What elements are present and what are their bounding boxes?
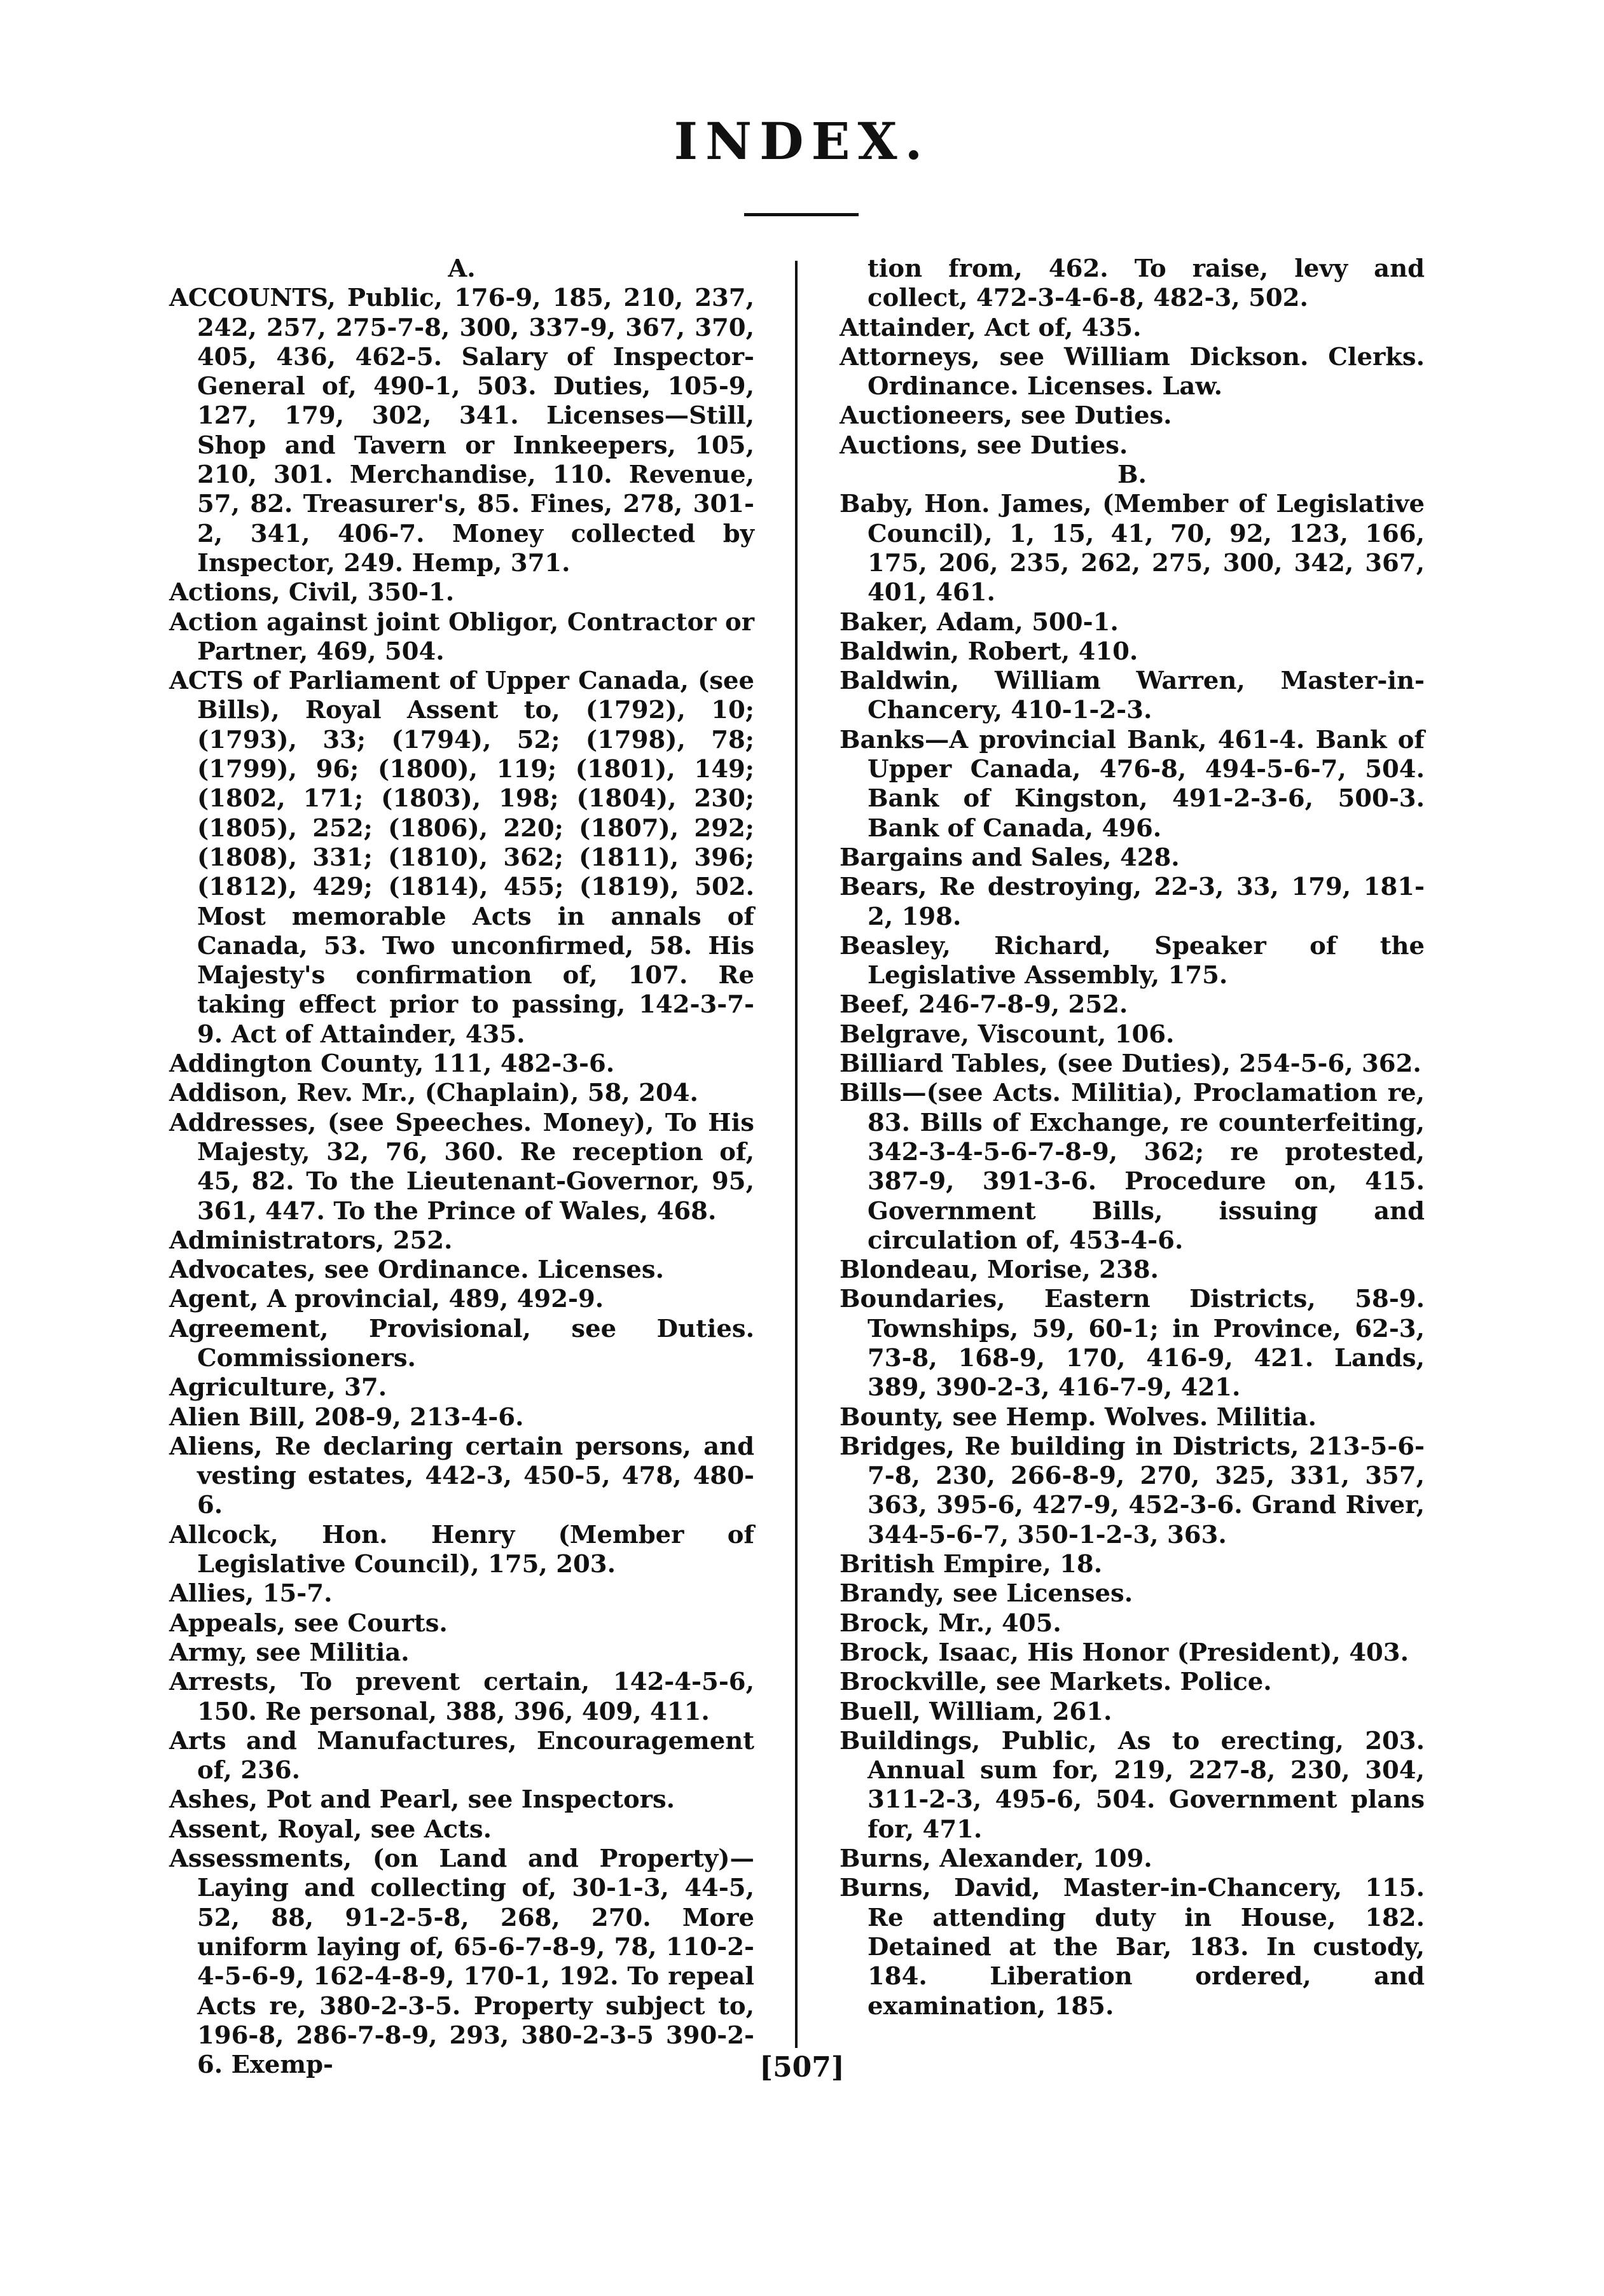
- index-entry: Auctioneers, see Duties.: [840, 401, 1172, 431]
- index-entry: Baby, Hon. James, (Member of Legislative Council), 1, 15, 41, 70, 92, 123, 166, 175, 206, 235, 262, 275, 300, 342, 367, 401, 461.: [840, 490, 1425, 607]
- continued-entry: tion from, 462. To raise, levy and collect, 472-3-4-6-8, 482-3, 502.: [868, 254, 1425, 313]
- index-entry: Banks—A provincial Bank, 461-4. Bank of Upper Canada, 476-8, 494-5-6-7, 504. Bank of Kingston, 491-2-3-6, 500-3. Bank of Canada, 496.: [840, 725, 1425, 843]
- index-entry: Agent, A provincial, 489, 492-9.: [169, 1285, 604, 1314]
- index-entry: Addresses, (see Speeches. Money), To His Majesty, 32, 76, 360. Re reception of, 45, 82. To the Lieutenant-Governor, 95, 361, 447. To the Prince of Wales, 468.: [169, 1108, 754, 1226]
- index-entry: Attainder, Act of, 435.: [840, 313, 1142, 342]
- index-entry: Beef, 246-7-8-9, 252.: [840, 990, 1128, 1020]
- index-entry: Billiard Tables, (see Duties), 254-5-6, 362.: [840, 1049, 1421, 1079]
- left-column: [169, 254, 754, 2080]
- index-entry: Buell, William, 261.: [840, 1697, 1112, 1726]
- index-entry: Advocates, see Ordinance. Licenses.: [169, 1255, 664, 1285]
- index-entry: Bears, Re destroying, 22-3, 33, 179, 181-2, 198.: [840, 873, 1425, 931]
- index-entry: Addison, Rev. Mr., (Chaplain), 58, 204.: [169, 1079, 698, 1108]
- section-heading-a: A.: [448, 254, 476, 283]
- index-entry: Brockville, see Markets. Police.: [840, 1668, 1272, 1697]
- index-entry: Brandy, see Licenses.: [840, 1579, 1133, 1608]
- index-entry: Buildings, Public, As to erecting, 203. Annual sum for, 219, 227-8, 230, 304, 311-2-3, 495-6, 504. Government plans for, 471.: [840, 1726, 1425, 1844]
- index-entry: Baldwin, Robert, 410.: [840, 637, 1138, 666]
- index-entry: Army, see Militia.: [169, 1638, 410, 1667]
- index-entry: Assent, Royal, see Acts.: [169, 1815, 492, 1844]
- index-entry: Aliens, Re declaring certain persons, and vesting estates, 442-3, 450-5, 478, 480-6.: [169, 1432, 754, 1520]
- index-entry: British Empire, 18.: [840, 1550, 1103, 1579]
- index-entry: Bills—(see Acts. Militia), Proclamation re, 83. Bills of Exchange, re counterfeiting, 342-3-4-5-6-7-8-9, 362; re protested, 387-9, 391-3-6. Procedure on, 415. Government Bills, issuing and circulation of, 453-4-6.: [840, 1079, 1425, 1255]
- index-entry: Baldwin, William Warren, Master-in-Chancery, 410-1-2-3.: [840, 667, 1425, 725]
- index-entry: Brock, Mr., 405.: [840, 1608, 1061, 1638]
- index-entry: Auctions, see Duties.: [840, 431, 1128, 460]
- index-entry: Allies, 15-7.: [169, 1579, 333, 1608]
- index-entry: Addington County, 111, 482-3-6.: [169, 1049, 615, 1079]
- section-heading-b: B.: [1117, 460, 1147, 490]
- index-entry: Attorneys, see William Dickson. Clerks. Ordinance. Licenses. Law.: [840, 342, 1425, 401]
- index-entry: Beasley, Richard, Speaker of the Legislative Assembly, 175.: [840, 931, 1425, 990]
- index-entry: Arrests, To prevent certain, 142-4-5-6, 150. Re personal, 388, 396, 409, 411.: [169, 1668, 754, 1726]
- index-entry: Burns, David, Master-in-Chancery, 115. Re attending duty in House, 182. Detained at the Bar, 183. In custody, 184. Liberation ordered, and examination, 185.: [840, 1874, 1425, 2021]
- page-number: [507]: [759, 2051, 845, 2084]
- index-entry: Action against joint Obligor, Contractor or Partner, 469, 504.: [169, 607, 754, 666]
- index-entry: Alien Bill, 208-9, 213-4-6.: [169, 1402, 524, 1432]
- index-entry: Ashes, Pot and Pearl, see Inspectors.: [169, 1785, 675, 1815]
- index-entry: Appeals, see Courts.: [169, 1608, 448, 1638]
- page-title: INDEX.: [674, 111, 930, 171]
- index-entry: ACCOUNTS, Public, 176-9, 185, 210, 237, 242, 257, 275-7-8, 300, 337-9, 367, 370, 405, 436, 462-5. Salary of Inspector-General of, 490-1, 503. Duties, 105-9, 127, 179, 302, 341. Licenses—Still, Shop and Tavern or Innkeepers, 105, 210, 301. Merchandise, 110. Revenue, 57, 82. Treasurer's, 85. Fines, 278, 301-2, 341, 406-7. Money collected by Inspector, 249. Hemp, 371.: [169, 284, 754, 577]
- right-column: [840, 254, 1425, 2021]
- index-entry: Administrators, 252.: [169, 1226, 453, 1255]
- index-entry: Bargains and Sales, 428.: [840, 843, 1180, 872]
- index-entry: Belgrave, Viscount, 106.: [840, 1020, 1175, 1049]
- index-entry: Actions, Civil, 350-1.: [169, 578, 455, 607]
- index-entry: Bridges, Re building in Districts, 213-5-6-7-8, 230, 266-8-9, 270, 325, 331, 357, 363, 395-6, 427-9, 452-3-6. Grand River, 344-5-6-7, 350-1-2-3, 363.: [840, 1432, 1425, 1549]
- index-entry: Agriculture, 37.: [169, 1373, 387, 1402]
- index-entry: Bounty, see Hemp. Wolves. Militia.: [840, 1402, 1317, 1432]
- index-entry: Allcock, Hon. Henry (Member of Legislative Council), 175, 203.: [169, 1520, 754, 1579]
- index-entry: Arts and Manufactures, Encouragement of, 236.: [169, 1726, 754, 1785]
- column-divider: [795, 261, 798, 2048]
- title-rule: [744, 213, 859, 216]
- index-entry: Blondeau, Morise, 238.: [840, 1255, 1159, 1285]
- index-entry: Baker, Adam, 500-1.: [840, 607, 1119, 637]
- index-entry: Burns, Alexander, 109.: [840, 1844, 1152, 1874]
- index-entry: Brock, Isaac, His Honor (President), 403.: [840, 1638, 1409, 1667]
- index-entry: Assessments, (on Land and Property)—Laying and collecting of, 30-1-3, 44-5, 52, 88, 91-2-5-8, 268, 270. More uniform laying of, 65-6-7-8-9, 78, 110-2-4-5-6-9, 162-4-8-9, 170-1, 192. To repeal Acts re, 380-2-3-5. Property subject to, 196-8, 286-7-8-9, 293, 380-2-3-5 390-2-6. Exemp-: [169, 1844, 754, 2080]
- index-entry: ACTS of Parliament of Upper Canada, (see Bills), Royal Assent to, (1792), 10; (1793), 33; (1794), 52; (1798), 78; (1799), 96; (1800), 119; (1801), 149; (1802, 171; (1803), 198; (1804), 230; (1805), 252; (1806), 220; (1807), 292; (1808), 331; (1810), 362; (1811), 396; (1812), 429; (1814), 455; (1819), 502. Most memorable Acts in annals of Canada, 53. Two unconfirmed, 58. His Majesty's confirmation of, 107. Re taking effect prior to passing, 142-3-7-9. Act of Attainder, 435.: [169, 667, 754, 1049]
- index-entry: Agreement, Provisional, see Duties. Commissioners.: [169, 1314, 754, 1373]
- index-entry: Boundaries, Eastern Districts, 58-9. Townships, 59, 60-1; in Province, 62-3, 73-8, 168-9, 170, 416-9, 421. Lands, 389, 390-2-3, 416-7-9, 421.: [840, 1285, 1425, 1402]
